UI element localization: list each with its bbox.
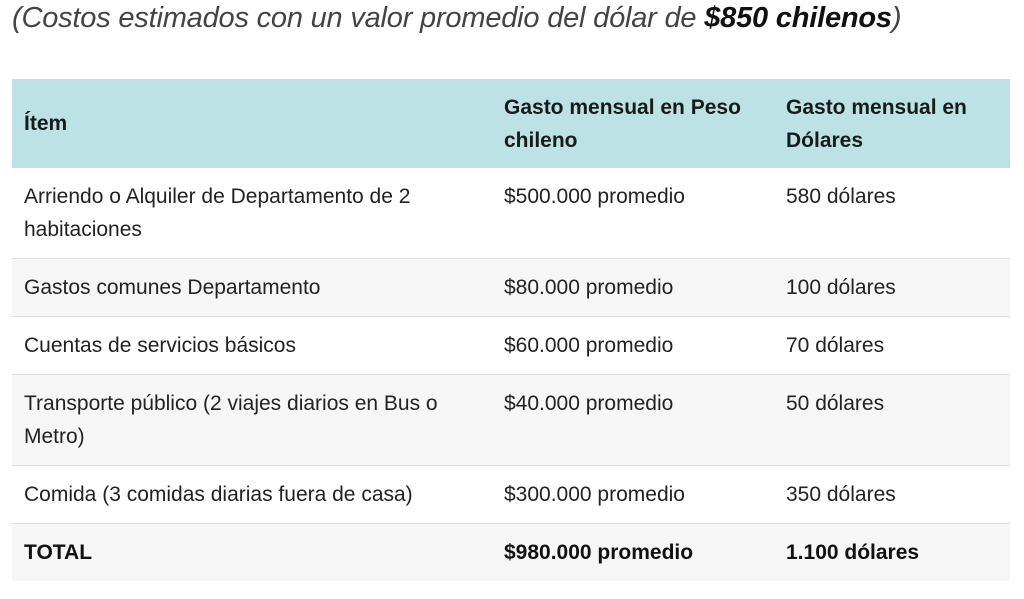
cell-clp: $500.000 promedio <box>492 168 774 259</box>
cell-usd: 50 dólares <box>774 375 1010 466</box>
cell-total-usd: 1.100 dólares <box>774 524 1010 582</box>
header-item: Ítem <box>12 79 492 168</box>
exchange-rate-caption <box>12 2 901 35</box>
header-usd: Gasto mensual en Dólares <box>774 79 1010 168</box>
table-header-row <box>12 79 1010 168</box>
caption-text: (Costos estimados con un valor promedio del dólar de <box>12 2 705 34</box>
table-row <box>12 259 1010 317</box>
cell-usd: 100 dólares <box>774 259 1010 317</box>
cell-clp: $40.000 promedio <box>492 375 774 466</box>
cell-usd: 70 dólares <box>774 317 1010 375</box>
caption-rate: $850 chilenos <box>704 2 892 34</box>
table-row <box>12 168 1010 259</box>
cell-total-clp: $980.000 promedio <box>492 524 774 582</box>
cell-item: Comida (3 comidas diarias fuera de casa) <box>12 466 492 524</box>
table-row <box>12 466 1010 524</box>
cell-item: Transporte público (2 viajes diarios en Bus o Metro) <box>12 375 492 466</box>
cell-clp: $60.000 promedio <box>492 317 774 375</box>
table-row <box>12 375 1010 466</box>
cell-clp: $80.000 promedio <box>492 259 774 317</box>
cell-item: Arriendo o Alquiler de Departamento de 2 habitaciones <box>12 168 492 259</box>
table-total-row <box>12 524 1010 582</box>
cell-usd: 350 dólares <box>774 466 1010 524</box>
cost-table <box>12 79 1010 581</box>
cell-item: Gastos comunes Departamento <box>12 259 492 317</box>
table-row <box>12 317 1010 375</box>
cell-total-label: TOTAL <box>12 524 492 582</box>
cell-item: Cuentas de servicios básicos <box>12 317 492 375</box>
caption-close: ) <box>891 2 902 34</box>
cell-clp: $300.000 promedio <box>492 466 774 524</box>
header-clp: Gasto mensual en Peso chileno <box>492 79 774 168</box>
cell-usd: 580 dólares <box>774 168 1010 259</box>
